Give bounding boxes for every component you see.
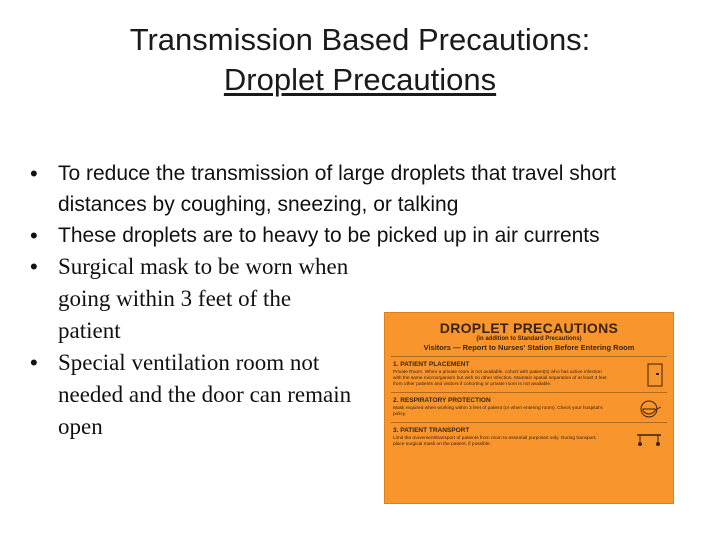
sign-visitors-notice: Visitors — Report to Nurses' Station Before Entering Room [423,343,635,352]
sign-section-body: Private Room. When a private room is not available, cohort with patient(s) who has active infection with the same microorganism but with no other infection. Maintain spatial separation of at least 3 feet from other patients and visitors if cohorting or private room is not available. [393,370,607,387]
bullet-dot-icon: • [30,223,38,248]
mask-face-icon [637,399,663,426]
sign-section-heading: 3. PATIENT TRANSPORT [393,427,470,434]
stretcher-icon [635,429,663,452]
bullet-dot-icon: • [30,161,38,186]
sign-subtitle: (in addition to Standard Precautions) [476,336,582,342]
sign-section-heading: 2. RESPIRATORY PROTECTION [393,397,491,404]
slide-title [0,20,720,100]
bullet-text: Special ventilation room not needed and the door can remain open [58,350,352,439]
door-icon [647,363,663,392]
bullet-dot-icon: • [30,254,38,279]
bullet-text: These droplets are to heavy to be picked up in air currents [58,224,600,247]
bullet-text: To reduce the transmission of large droplets that travel short distances by coughing, sneezing, or talking [58,162,616,216]
sign-section-body: Limit the movement/transport of patients from room to essential purposes only. During transport, place surgical mask on the patient, if possible. [393,436,597,447]
bullet-text: Surgical mask to be worn when going within 3 feet of the patient [58,254,349,343]
bullet-item [30,220,700,251]
bullet-item [30,158,700,220]
sign-section-respiratory [385,393,673,418]
droplet-precautions-sign [384,312,674,504]
bullet-dot-icon: • [30,350,38,375]
sign-section-transport [385,423,673,448]
title-line-2: Droplet Precautions [223,62,497,97]
sign-title: DROPLET PRECAUTIONS [439,320,619,336]
sign-section-placement [385,357,673,388]
sign-section-body: Mask required when working within 3 feet of patient (or when entering room). Check your hospital's policy. [393,406,603,417]
title-line-1: Transmission Based Precautions: [129,22,591,57]
sign-section-heading: 1. PATIENT PLACEMENT [393,361,470,368]
